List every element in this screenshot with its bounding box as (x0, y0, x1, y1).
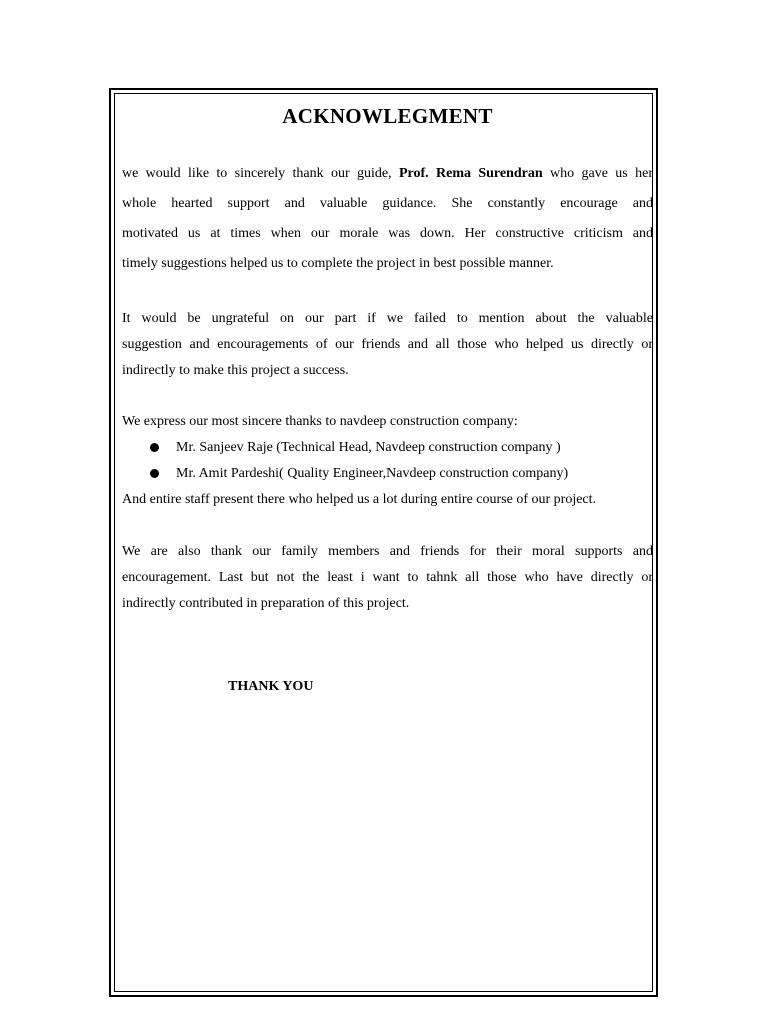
paragraph-line: indirectly contributed in preparation of this project. (122, 596, 410, 611)
text-fragment: we would like to sincerely thank our guide, (122, 166, 392, 181)
page-border-inner (114, 93, 653, 992)
page-border (109, 88, 658, 997)
paragraph-guide-thanks (122, 159, 653, 279)
paragraph-family-thanks (122, 539, 653, 617)
paragraph-line: And entire staff present there who helped us a lot during entire course of our project. (122, 492, 597, 507)
guide-name: Prof. Rema Surendran (398, 166, 543, 181)
paragraph-intro: We express our most sincere thanks to navdeep construction company: (122, 414, 518, 429)
paragraph-staff-thanks (122, 487, 653, 513)
paragraph-line: motivated us at times when our morale was down. Her constructive criticism and (122, 226, 653, 241)
bullet-icon (150, 443, 159, 452)
paragraph-line: whole hearted support and valuable guidance. She constantly encourage and (122, 196, 653, 211)
paragraph-line (122, 159, 653, 189)
paragraph-line: encouragement. Last but not the least i want to tahnk all those who have directly or (122, 570, 653, 585)
list-item-text: Mr. Amit Pardeshi( Quality Engineer,Navdeep construction company) (176, 466, 569, 481)
list-item (122, 461, 653, 487)
signoff: THANK YOU (228, 679, 314, 694)
bullet-icon (150, 469, 159, 478)
page-title: ACKNOWLEGMENT (282, 104, 493, 128)
paragraph-company-thanks (122, 409, 653, 435)
text-fragment: who gave us her (550, 166, 653, 181)
paragraph-line: timely suggestions helped us to complete the project in best possible manner. (122, 256, 554, 271)
paragraph-line: We are also thank our family members and friends for their moral supports and (122, 544, 653, 559)
list-item-text: Mr. Sanjeev Raje (Technical Head, Navdeep construction company ) (176, 440, 561, 455)
paragraph-line: indirectly to make this project a success. (122, 363, 349, 378)
paragraph-line: suggestion and encouragements of our friends and all those who helped us directly or (122, 337, 653, 352)
paragraph-friends-thanks (122, 306, 653, 384)
paragraph-line: It would be ungrateful on our part if we failed to mention about the valuable (122, 311, 653, 326)
list-item (122, 435, 653, 461)
